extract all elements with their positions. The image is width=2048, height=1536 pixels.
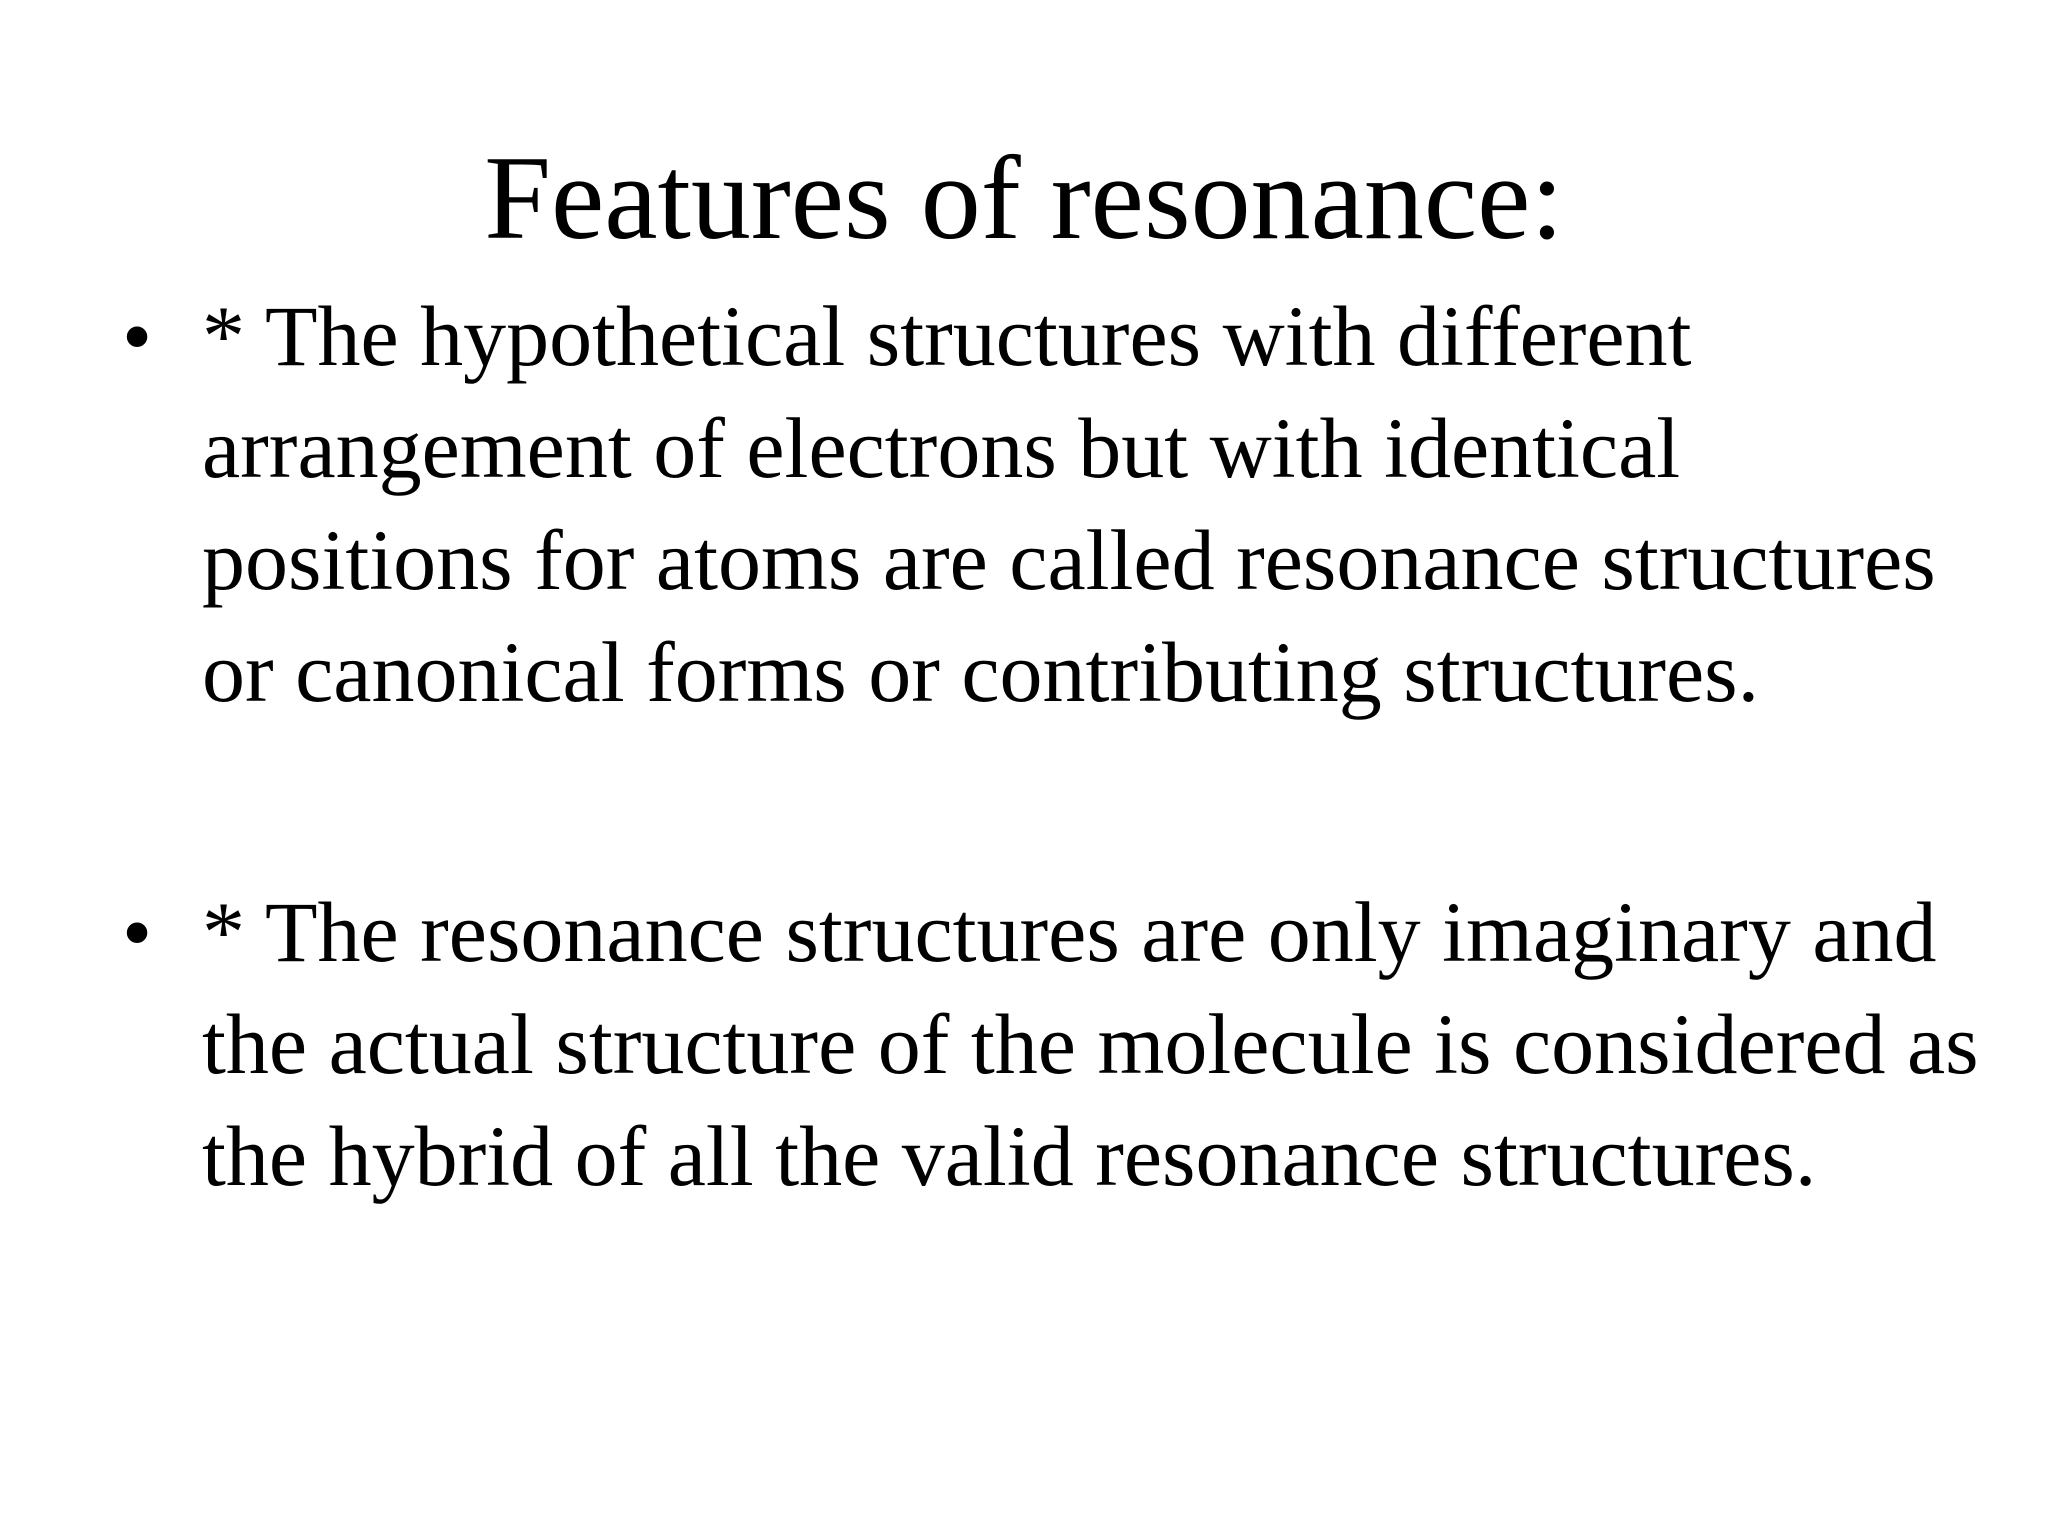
bullet-list	[0, 280, 2048, 1212]
bullet-dot-icon: •	[122, 288, 153, 384]
bullet-text: * The resonance structures are only imaginary and the actual structure of the molecule is considered as the hybrid of all the valid resonance structures.	[202, 884, 1979, 1204]
slide-title: Features of resonance:	[484, 131, 1564, 264]
bullet-item-1	[0, 280, 2048, 728]
bullet-dot-icon: •	[122, 884, 153, 980]
bullet-item-2	[0, 876, 2048, 1212]
bullet-text: * The hypothetical structures with different arrangement of electrons but with identical positions for atoms are called resonance structures or canonical forms or contributing structures.	[202, 288, 1936, 720]
